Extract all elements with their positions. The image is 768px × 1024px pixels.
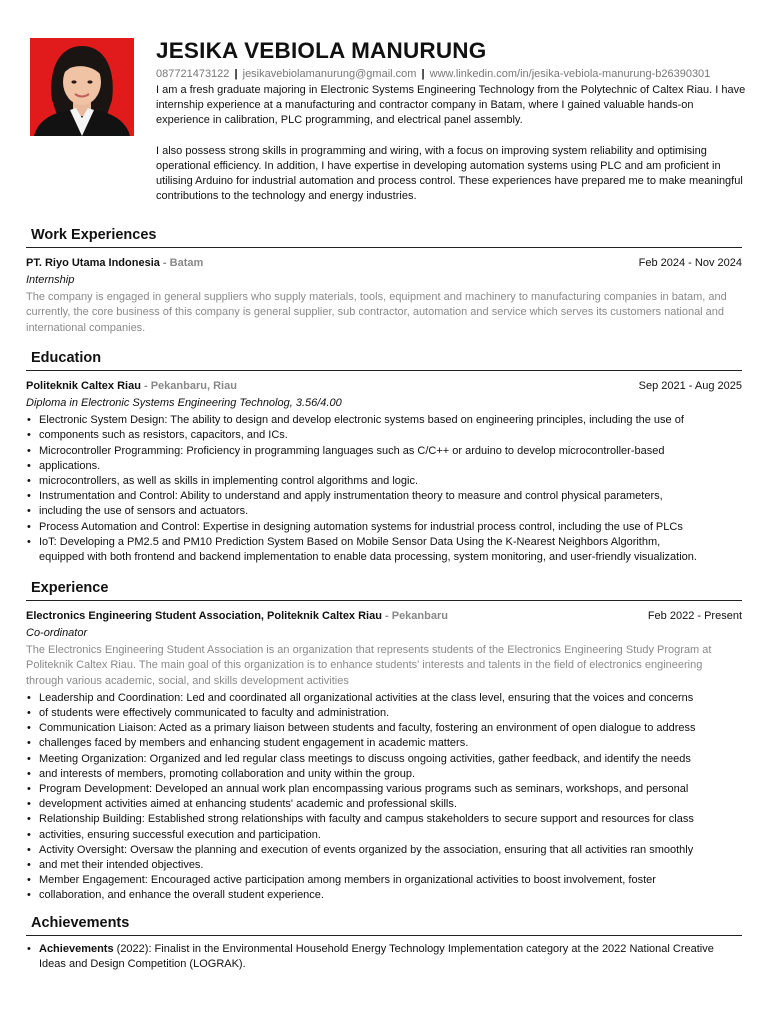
list-item: • Program Development: Developed an annual work plan encompassing various programs such as seminars, workshops, and personal: [26, 782, 742, 797]
list-item: • Meeting Organization: Organized and led regular class meetings to discuss ongoing activities, gather feedback, and identify the needs: [26, 752, 742, 767]
entry-dates: Sep 2021 - Aug 2025: [638, 380, 742, 392]
list-item: • and interests of members, promoting collaboration and unity within the group.: [26, 767, 742, 782]
section-divider: [26, 935, 742, 936]
phone-number[interactable]: 087721473122: [156, 68, 230, 80]
list-item: • IoT: Developing a PM2.5 and PM10 Prediction System Based on Mobile Sensor Data Using the K-Nearest Neighbors Algorithm,: [26, 535, 742, 550]
entry-role: Co-ordinator: [26, 627, 88, 639]
list-item: • challenges faced by members and enhancing student engagement in academic matters.: [26, 736, 742, 751]
list-item: • Instrumentation and Control: Ability to understand and apply instrumentation theory to measure and control physical parameters,: [26, 489, 742, 504]
summary-paragraph-2: I also possess strong skills in programming and wiring, with a focus on improving system reliability and optimising operational efficiency. In addition, I have expertise in developing automation systems using PLC and am proficient in utilising Arduino for industrial automation and process control. These experiences have prepared me to make meaningful contributions to the technology and energy industries.: [156, 144, 743, 203]
organization-name: Politeknik Caltex Riau: [26, 380, 141, 392]
section-work-experiences: [26, 226, 742, 336]
section-education: [26, 349, 742, 565]
list-item: [26, 942, 742, 972]
section-title: Work Experiences: [31, 227, 157, 243]
organization-location: - Batam: [159, 257, 204, 269]
profile-summary: [156, 83, 746, 205]
linkedin-link[interactable]: www.linkedin.com/in/jesika-vebiola-manurung-b26390301: [429, 68, 711, 80]
achievement-label: Achievements: [39, 943, 114, 955]
list-item: • applications.: [26, 459, 742, 474]
list-item: • and met their intended objectives.: [26, 858, 742, 873]
section-divider: [26, 247, 742, 248]
summary-paragraph-1: I am a fresh graduate majoring in Electronic Systems Engineering Technology from the Polytechnic of Caltex Riau. I have internship experience at a manufacturing and contractor company in Batam, where I gained valuable hands-on experience in calibration, PLC programming, and electrical panel assembly.: [156, 84, 746, 127]
profile-photo: [30, 38, 134, 136]
list-item: • Process Automation and Control: Expertise in designing automation systems for industrial process control, including the use of PLCs: [26, 520, 742, 535]
list-item: • activities, ensuring successful execution and participation.: [26, 828, 742, 843]
section-divider: [26, 370, 742, 371]
entry-description: The Electronics Engineering Student Association is an organization that represents students of the Electronics Engineering Study Program at Politeknik Caltex Riau. The main goal of this organization is to enhance students' interests and talents in the field of electronics engineering through various academic, social, and skills development activities: [26, 644, 712, 687]
list-item: • components such as resistors, capacitors, and ICs.: [26, 428, 742, 443]
section-experience: [26, 579, 742, 904]
bullet-list: [26, 942, 742, 972]
bullet-list: [26, 691, 742, 904]
entry-header: [26, 379, 742, 394]
section-title: Achievements: [31, 915, 130, 931]
organization-location: - Pekanbaru: [381, 610, 448, 622]
list-item: • collaboration, and enhance the overall student experience.: [26, 888, 742, 903]
entry-dates: Feb 2024 - Nov 2024: [638, 257, 742, 269]
list-item: • microcontrollers, as well as skills in implementing control algorithms and logic.: [26, 474, 742, 489]
organization-location: - Pekanbaru, Riau: [140, 380, 237, 392]
section-achievements: [26, 914, 742, 972]
organization-name: Electronics Engineering Student Association, Politeknik Caltex Riau: [26, 610, 382, 622]
email-link[interactable]: jesikavebiolamanurung@gmail.com: [242, 68, 417, 80]
contact-line: [156, 67, 746, 82]
list-item: • Leadership and Coordination: Led and coordinated all organizational activities at the class level, ensuring that the voices and concerns: [26, 691, 742, 706]
header-text: [156, 38, 746, 205]
list-item: • Communication Liaison: Acted as a primary liaison between students and faculty, fostering an environment of open dialogue to address: [26, 721, 742, 736]
achievement-text: (2022): Finalist in the Environmental Household Energy Technology Implementation category at the 2022 National Creative Ideas and Design Competition (LOGRAK).: [39, 943, 714, 971]
entry-role: Diploma in Electronic Systems Engineering Technolog, 3.56/4.00: [26, 397, 342, 409]
section-title: Experience: [31, 580, 109, 596]
list-item: • Member Engagement: Encouraged active participation among members in organizational activities to boost involvement, foster: [26, 873, 742, 888]
organization-name: PT. Riyo Utama Indonesia: [26, 257, 160, 269]
entry-header: [26, 609, 742, 624]
entry-role: Internship: [26, 274, 75, 286]
list-item: • including the use of sensors and actuators.: [26, 504, 742, 519]
list-item: • Relationship Building: Established strong relationships with faculty and campus stakeholders to secure support and resources for class: [26, 812, 742, 827]
list-item: • of students were effectively communicated to faculty and administration.: [26, 706, 742, 721]
list-item: • Electronic System Design: The ability to design and develop electronic systems based on engineering principles, including the use of: [26, 413, 742, 428]
list-item: • development activities aimed at enhancing students' academic and professional skills.: [26, 797, 742, 812]
list-item: equipped with both frontend and backend implementation to enable data processing, system monitoring, and user-friendly visualization.: [39, 551, 697, 564]
candidate-name: JESIKA VEBIOLA MANURUNG: [156, 38, 487, 63]
contact-separator: |: [234, 68, 238, 80]
section-divider: [26, 600, 742, 601]
contact-separator: |: [421, 68, 425, 80]
section-title: Education: [31, 350, 102, 366]
bullet-list: [26, 413, 742, 565]
list-item: • Microcontroller Programming: Proficiency in programming languages such as C/C++ or arduino to develop microcontroller-based: [26, 444, 742, 459]
entry-description: The company is engaged in general suppliers who supply materials, tools, equipment and machinery to manufacturing companies in batam, and currently, the core business of this company is general supplier, sub contractor, automation and service which serves its customers national and international companies.: [26, 291, 727, 334]
entry-header: [26, 256, 742, 271]
entry-dates: Feb 2022 - Present: [647, 610, 742, 622]
list-item: • Activity Oversight: Oversaw the planning and execution of events organized by the association, ensuring that all activities ran smoothly: [26, 843, 742, 858]
